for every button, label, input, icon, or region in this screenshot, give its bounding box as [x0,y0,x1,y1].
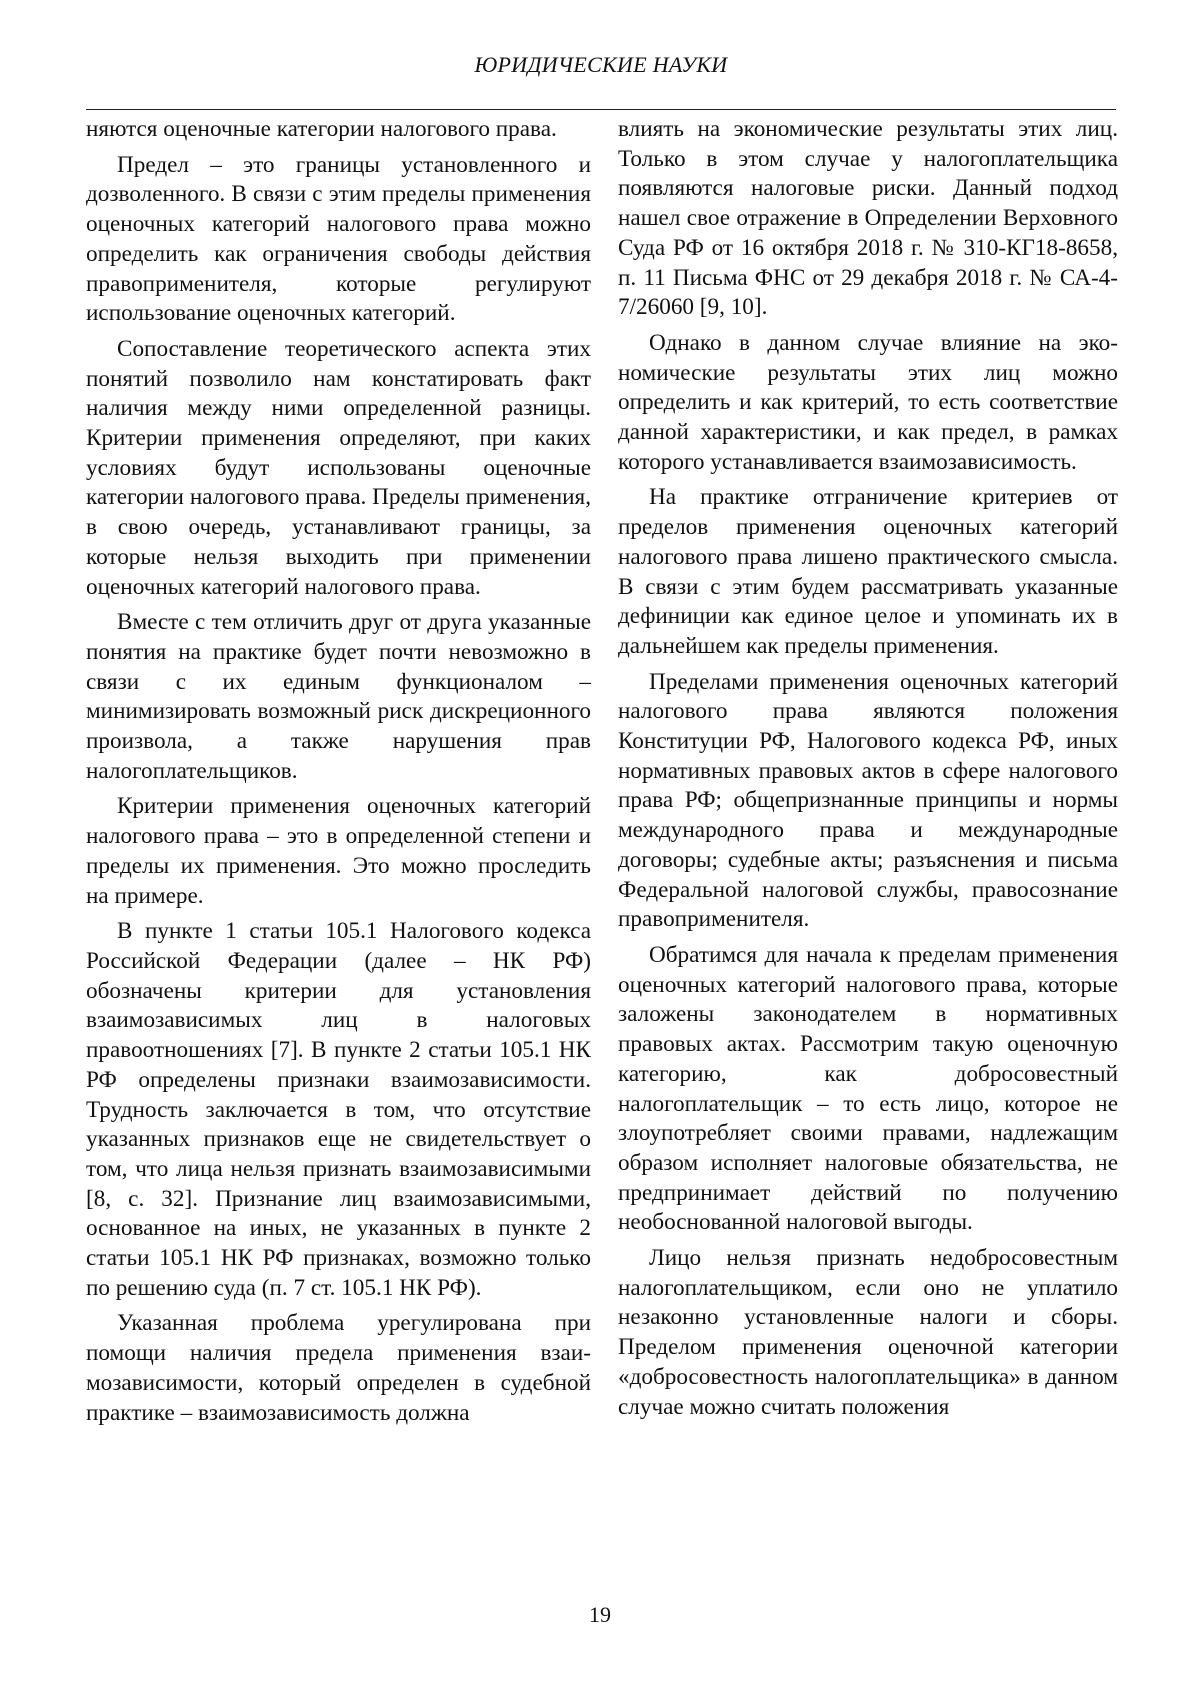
page-number: 19 [589,1602,611,1627]
left-column [86,115,591,1428]
paragraph: На практике отграничение критериев от пределов применения оценочных категорий налогового права лишено практического смысла. В связи с этим будем рассматривать указанные дефиниции как единое целое и упоминать их в дальнейшем как пределы применения. [618,484,1118,659]
right-column [618,115,1118,1422]
header-rule [86,109,1116,110]
paragraph: няются оценочные категории налогового права. [86,116,557,142]
paragraph: Вместе с тем отличить друг от друга указанные понятия на практике будет почти невозможно в связи с их единым функционалом – минимизировать возможный риск дискреционного произвола, а также нарушения прав налогоплательщиков. [86,609,591,784]
paragraph: влиять на экономические результаты этих лиц. Только в этом случае у налогоплательщика появляются налоговые риски. Данный подход нашел свое отражение в Определении Верховного Суда РФ от 16 октября 2018 г. № 310-КГ18-8658, п. 11 Письма ФНС от 29 декабря 2018 г. № СА-4-7/26060 [9, 10]. [618,116,1118,321]
paragraph: Предел – это границы установленного и дозволенного. В связи с этим пределы применения оценочных категорий налогового права можно определить как ограничения свободы действия правоприменителя, которые регулируют использование оценочных категорий. [86,151,591,327]
paragraph: Однако в данном случае влияние на экономические результаты этих лиц можно определить и как критерий, то есть соответствие данной характеристики, и как предел, в рамках которого устанавливается взаимозависимость. [618,329,1118,475]
paragraph: Указанная проблема урегулирована при помощи наличия предела применения взаимозависимости, который определен в судебной практике – взаимозависимость должна [86,1310,591,1426]
paragraph: Сопоставление теоретического аспекта этих понятий позволило нам констатировать факт наличия между ними определенной разницы. Критерии применения определяют, при каких условиях будут использованы оценочные категории налогового права. Пределы применения, в свою очередь, устанавливают границы, за которые нельзя выходить при применении оценочных категорий налогового права. [86,335,591,600]
paragraph: В пункте 1 статьи 105.1 Налогового кодекса Российской Федерации (далее – НК РФ) обозначены критерии для установления взаимозависимых лиц в налоговых правоотношениях [7]. В пункте 2 статьи 105.1 НК РФ определены признаки взаимозависимости. Трудность заключается в том, что отсутствие указанных признаков еще не свидетельствует о том, что лица нельзя признать взаимозависимыми [8, с. 32]. Признание лиц взаимозависимыми, основанное на иных, не указанных в пункте 2 статьи 105.1 НК РФ признаках, возможно только по решению суда (п. 7 ст. 105.1 НК РФ). [86,918,591,1301]
paragraph: Лицо нельзя признать недобросовестным налогоплательщиком, если оно не уплатило незаконно установленные налоги и сборы. Пределом применения оценочной категории «добросовестность налогоплательщика» в данном случае можно считать положения [618,1245,1118,1420]
paragraph: Пределами применения оценочных категорий налогового права являются положения Конституции РФ, Налогового кодекса РФ, иных нормативных правовых актов в сфере налогового права РФ; общепризнанные принципы и нормы международного права и международные договоры; судебные акты; разъяснения и письма Федеральной налоговой службы, правосознание правоприменителя. [618,668,1118,933]
running-header: ЮРИДИЧЕСКИЕ НАУКИ [474,52,728,77]
paragraph: Критерии применения оценочных категорий налогового права – это в определенной степени и пределы их применения. Это можно проследить на примере. [86,793,591,909]
paragraph: Обратимся для начала к пределам применения оценочных категорий налогового права, которые заложены законодателем в нормативных правовых актах. Рассмотрим такую оценочную категорию, как добросовестный налогоплательщик – то есть лицо, которое не злоупотребляет своими правами, надлежащим образом исполняет налоговые обязательства, не предпринимает действий по получению необоснованной налоговой выгоды. [618,941,1118,1236]
